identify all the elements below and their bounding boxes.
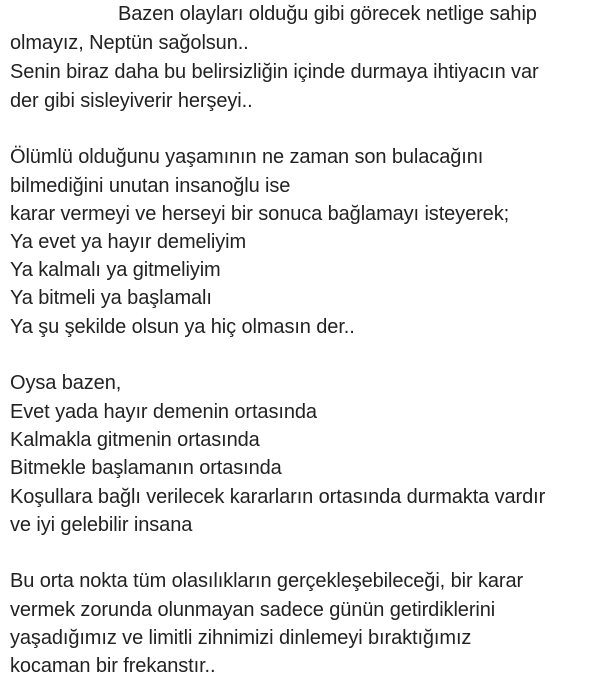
text-line: Senin biraz daha bu belirsizliğin içinde durmaya ihtiyacın var [10,61,539,83]
text-line: karar vermeyi ve herseyi bir sonuca bağlamayı isteyerek; [10,203,510,225]
text-line: olmayız, Neptün sağolsun.. [10,32,249,54]
text-line: Ya kalmalı ya gitmeliyim [10,259,221,281]
text-line: Ya bitmeli ya başlamalı [10,287,212,309]
text-line: Kalmakla gitmenin ortasında [10,429,260,451]
text-line: Bazen olayları olduğu gibi görecek netlige sahip [118,3,537,25]
text-line: der gibi sisleyiverir herşeyi.. [10,90,253,112]
text-line: Ya evet ya hayır demeliyim [10,231,247,253]
text-line: Evet yada hayır demenin ortasında [10,401,317,423]
text-line: ve iyi gelebilir insana [10,514,193,536]
text-line: Ya şu şekilde olsun ya hiç olmasın der.. [10,316,355,338]
text-line: kocaman bir frekanstır.. [10,655,216,677]
text-line: Ölümlü olduğunu yaşamının ne zaman son bulacağını [10,146,484,168]
text-line: Koşullara bağlı verilecek kararların ortasında durmakta vardır [10,486,546,508]
text-line: Bitmekle başlamanın ortasında [10,457,282,479]
text-line: Oysa bazen, [10,372,122,394]
text-line: yaşadığımız ve limitli zihnimizi dinlemeyi bıraktığımız [10,627,472,649]
text-line: bilmediğini unutan insanoğlu ise [10,175,291,197]
text-line: vermek zorunda olunmayan sadece günün getirdiklerini [10,599,496,621]
text-line: Bu orta nokta tüm olasılıkların gerçekleşebileceği, bir karar [10,570,524,592]
